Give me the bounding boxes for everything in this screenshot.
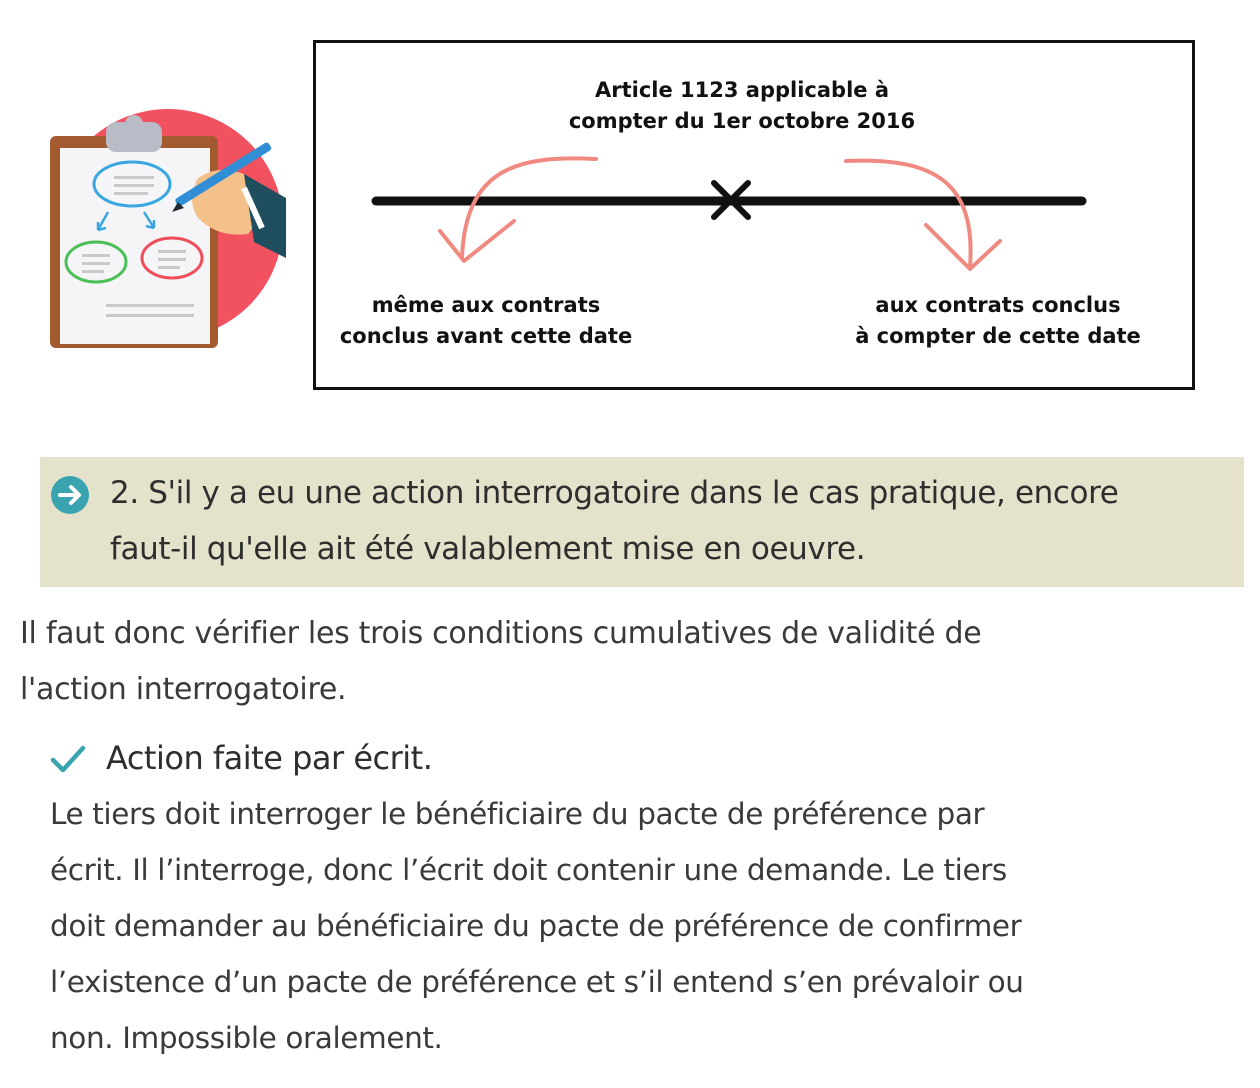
left-curved-arrow — [440, 158, 596, 261]
condition-body — [50, 786, 1240, 1066]
right-curved-arrow — [846, 161, 1000, 269]
callout-line-1: 2. S'il y a eu une action interrogatoire dans le cas pratique, encore — [110, 475, 1119, 511]
diagram-title-line-1: Article 1123 applicable à — [594, 78, 889, 102]
intro-line-2: l'action interrogatoire. — [20, 672, 347, 707]
condition-line-2: écrit. Il l’interroge, donc l’écrit doit contenir une demande. Le tiers — [50, 853, 1007, 887]
left-label — [316, 290, 656, 352]
right-label-line-1: aux contrats conclus — [875, 293, 1121, 317]
callout-text — [110, 465, 1240, 577]
condition-heading: Action faite par écrit. — [106, 739, 433, 777]
diagram-title — [316, 75, 1168, 137]
left-label-line-1: même aux contrats — [371, 293, 601, 317]
intro-line-1: Il faut donc vérifier les trois conditions cumulatives de validité de — [20, 616, 982, 651]
right-label — [828, 290, 1168, 352]
condition-line-5: non. Impossible oralement. — [50, 1021, 443, 1055]
timeline-diagram — [313, 40, 1195, 390]
condition-line-3: doit demander au bénéficiaire du pacte de préférence de confirmer — [50, 909, 1022, 943]
check-icon — [50, 742, 86, 776]
intro-paragraph — [20, 606, 1240, 718]
condition-line-4: l’existence d’un pacte de préférence et s’il entend s’en prévaloir ou — [50, 965, 1024, 999]
arrow-right-circle-icon — [50, 475, 90, 515]
condition-line-1: Le tiers doit interroger le bénéficiaire du pacte de préférence par — [50, 797, 985, 831]
right-label-line-2: à compter de cette date — [855, 324, 1141, 348]
callout-line-2: faut-il qu'elle ait été valablement mise en oeuvre. — [110, 531, 866, 567]
callout-box — [40, 457, 1244, 587]
diagram-title-line-2: compter du 1er octobre 2016 — [568, 109, 916, 133]
left-label-line-2: conclus avant cette date — [339, 324, 633, 348]
clipboard-hand-writing-illustration — [48, 108, 288, 348]
